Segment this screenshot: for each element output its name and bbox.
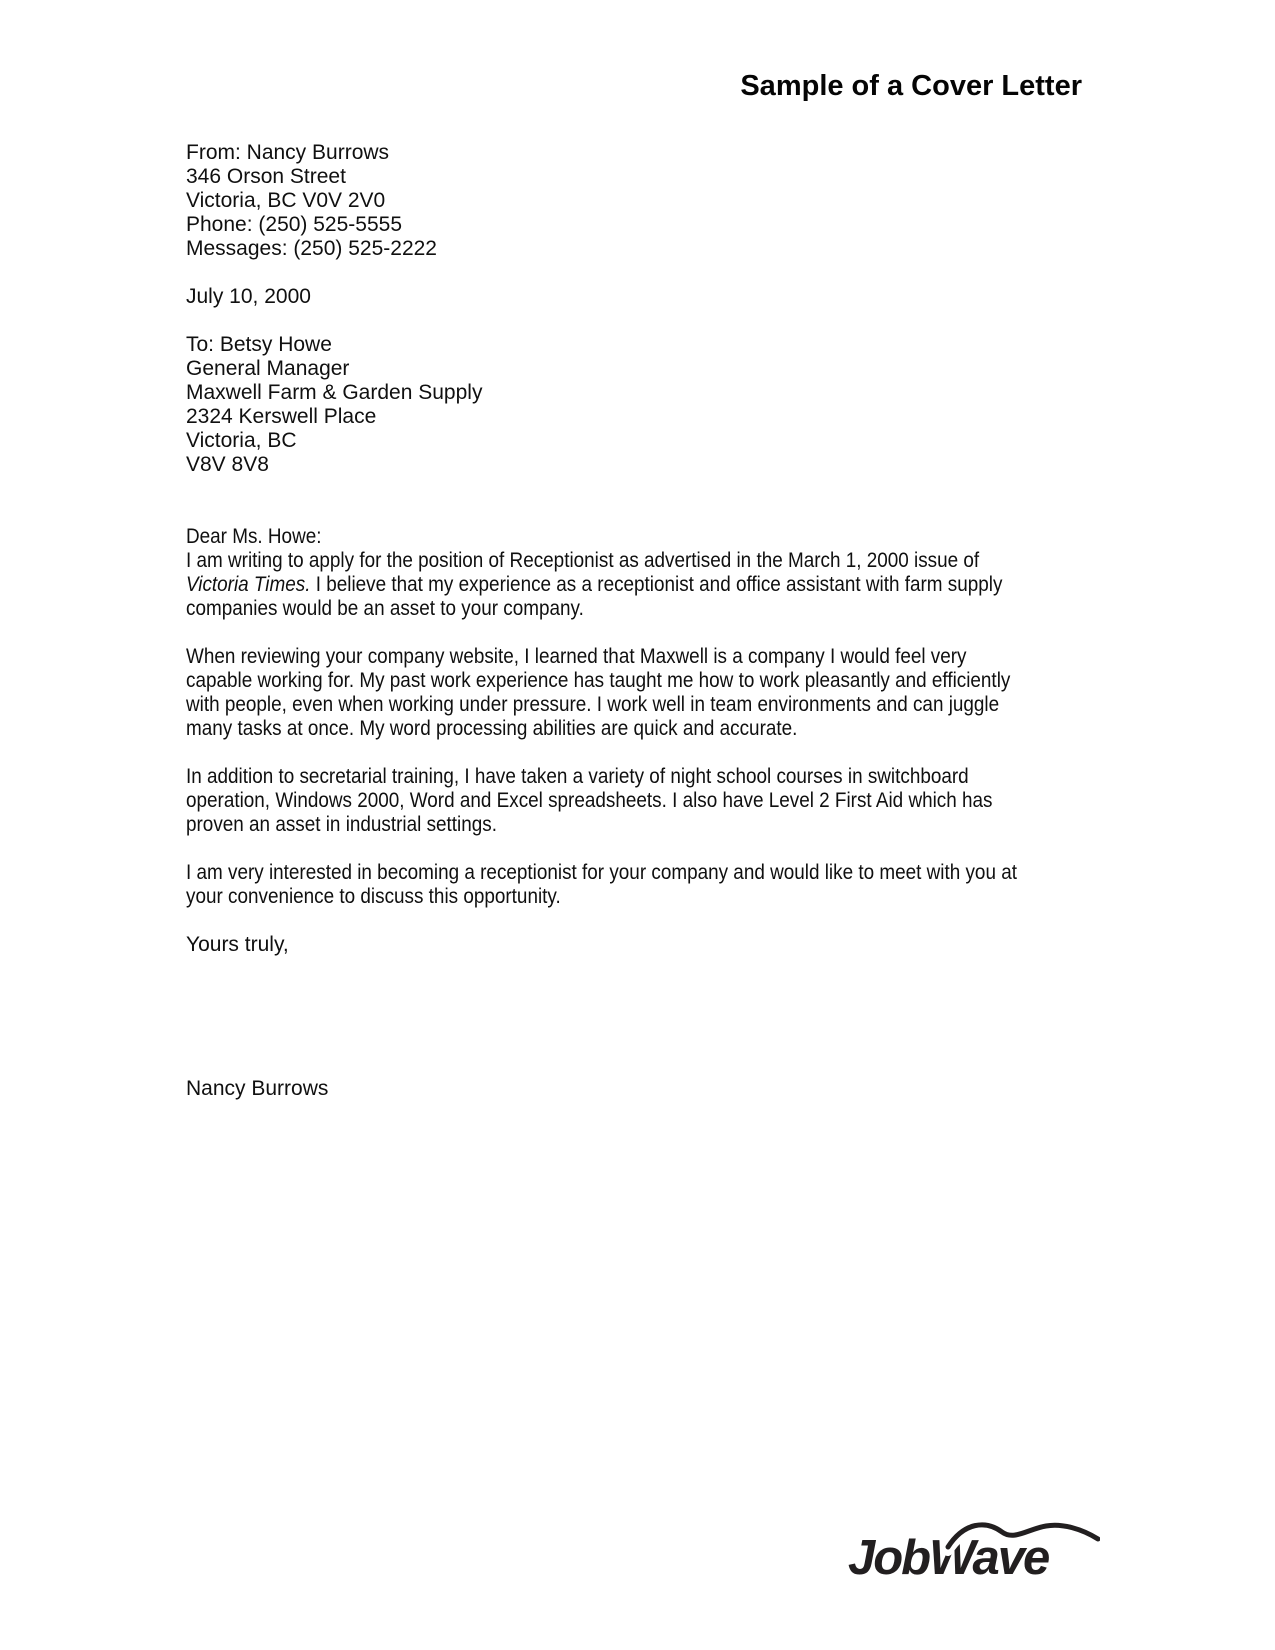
jobwave-logo	[848, 1514, 1100, 1590]
body-paragraph-3: In addition to secretarial training, I have taken a variety of night school courses in switchboard operation, Windows 2000, Word and Excel spreadsheets. I also have Level 2 First Aid which has proven an asset in industrial settings.	[186, 765, 993, 836]
sender-line: Messages: (250) 525-2222	[186, 237, 437, 260]
sender-address-block	[186, 141, 1146, 261]
paragraph-1-text-start: I am writing to apply for the position of Receptionist as advertised in the March 1, 2000 issue of	[186, 549, 980, 572]
recipient-line: Victoria, BC	[186, 429, 297, 452]
recipient-line: Maxwell Farm & Garden Supply	[186, 381, 483, 404]
recipient-address-block	[186, 333, 1146, 477]
recipient-line: V8V 8V8	[186, 453, 269, 476]
body-paragraph-4: I am very interested in becoming a receptionist for your company and would like to meet with you at your convenience to discuss this opportunity.	[186, 861, 1017, 908]
sender-line: Phone: (250) 525-5555	[186, 213, 402, 236]
paragraph-1-text-end: I believe that my experience as a receptionist and office assistant with farm supply companies would be an asset to your company.	[186, 573, 1003, 620]
signature-name: Nancy Burrows	[186, 1077, 329, 1100]
salutation: Dear Ms. Howe:	[186, 525, 322, 548]
jobwave-logo-text: JobWave	[848, 1531, 1049, 1585]
letter-body	[186, 141, 1146, 1101]
recipient-line: To: Betsy Howe	[186, 333, 332, 356]
closing-phrase: Yours truly,	[186, 933, 289, 956]
recipient-line: General Manager	[186, 357, 350, 380]
page-title: Sample of a Cover Letter	[740, 70, 1082, 102]
body-paragraph-1	[186, 549, 1036, 621]
sender-line: From: Nancy Burrows	[186, 141, 390, 164]
body-paragraph-2: When reviewing your company website, I learned that Maxwell is a company I would feel very capable working for. My past work experience has taught me how to work pleasantly and efficiently with people, even when working under pressure. I work well in team environments and can juggle many tasks at once. My word processing abilities are quick and accurate.	[186, 645, 1011, 740]
letter-date: July 10, 2000	[186, 285, 311, 308]
recipient-line: 2324 Kerswell Place	[186, 405, 377, 428]
sender-line: 346 Orson Street	[186, 165, 346, 188]
publication-name: Victoria Times.	[186, 573, 311, 596]
sender-line: Victoria, BC V0V 2V0	[186, 189, 386, 212]
